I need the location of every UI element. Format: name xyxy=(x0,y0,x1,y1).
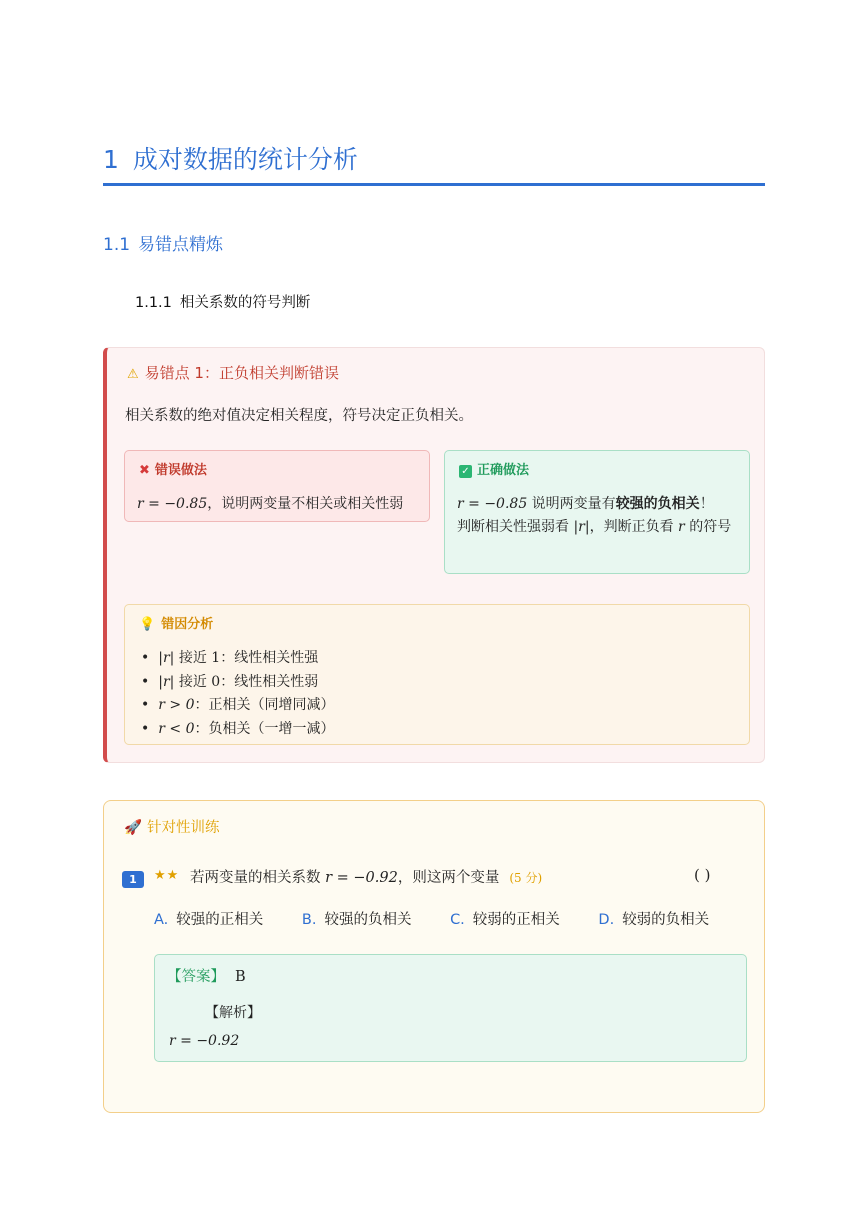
check-icon: ✓ xyxy=(459,465,472,478)
options-row xyxy=(154,908,743,929)
answer-box xyxy=(154,954,747,1062)
error-analysis-box xyxy=(124,604,750,745)
cross-icon: ✖ xyxy=(139,463,150,478)
question-score: (5 分) xyxy=(509,871,543,885)
error-point-card xyxy=(103,347,765,763)
list-item: • r > 0：正相关（同增同减） xyxy=(141,694,335,718)
difficulty-stars: ★★ xyxy=(154,868,180,883)
correct-approach-text: r = −0.85 说明两变量有较强的负相关！ 判断相关性强弱看 |r|，判断正负看 r 的符号 xyxy=(457,496,732,535)
section-heading xyxy=(103,230,223,255)
rocket-icon: 🚀 xyxy=(124,820,143,836)
training-card xyxy=(103,800,765,1113)
list-item: • |r| 接近 0：线性相关性弱 xyxy=(141,671,335,695)
error-analysis-header: 💡 错因分析 xyxy=(139,617,214,632)
subsection-number: 1.1.1 xyxy=(135,295,172,311)
section-title: 易错点精炼 xyxy=(138,235,224,255)
analysis-label: 【解析】 xyxy=(205,1005,261,1021)
answer-label: 【答案】 xyxy=(167,969,225,985)
chapter-number: 1 xyxy=(103,145,119,174)
correct-approach-box xyxy=(444,450,750,574)
list-item: • r < 0：负相关（一增一减） xyxy=(141,718,335,742)
answer-value: B xyxy=(235,969,246,985)
question-text: 若两变量的相关系数 r = −0.92，则这两个变量 (5 分) xyxy=(190,870,543,886)
training-title: 🚀 针对性训练 xyxy=(124,820,220,836)
subsection-heading xyxy=(135,291,310,312)
error-analysis-list xyxy=(141,647,335,741)
wrong-approach-box xyxy=(124,450,430,522)
correct-approach-header: ✓ 正确做法 xyxy=(459,459,529,478)
error-point-description: 相关系数的绝对值决定相关程度，符号决定正负相关。 xyxy=(125,408,473,424)
option-c[interactable]: C. 较弱的正相关 xyxy=(450,912,560,928)
analysis-expression: r = −0.92 xyxy=(169,1033,240,1049)
error-point-title: ⚠ 易错点 1：正负相关判断错误 xyxy=(127,364,339,382)
question-number-badge: 1 xyxy=(122,871,144,888)
option-d[interactable]: D. 较弱的负相关 xyxy=(598,912,710,928)
option-b[interactable]: B. 较强的负相关 xyxy=(301,912,412,928)
warning-icon: ⚠ xyxy=(127,367,139,382)
wrong-approach-header: ✖ 错误做法 xyxy=(139,463,207,478)
list-item: • |r| 接近 1：线性相关性强 xyxy=(141,647,335,671)
lightbulb-icon: 💡 xyxy=(139,617,156,632)
chapter-heading xyxy=(103,140,765,186)
answer-line xyxy=(167,965,246,986)
answer-blank: ( ) xyxy=(694,866,711,884)
subsection-title: 相关系数的符号判断 xyxy=(179,295,311,311)
chapter-title: 成对数据的统计分析 xyxy=(132,145,358,174)
wrong-approach-text: r = −0.85，说明两变量不相关或相关性弱 xyxy=(137,496,404,512)
option-a[interactable]: A. 较强的正相关 xyxy=(154,912,264,928)
section-number: 1.1 xyxy=(103,235,131,255)
